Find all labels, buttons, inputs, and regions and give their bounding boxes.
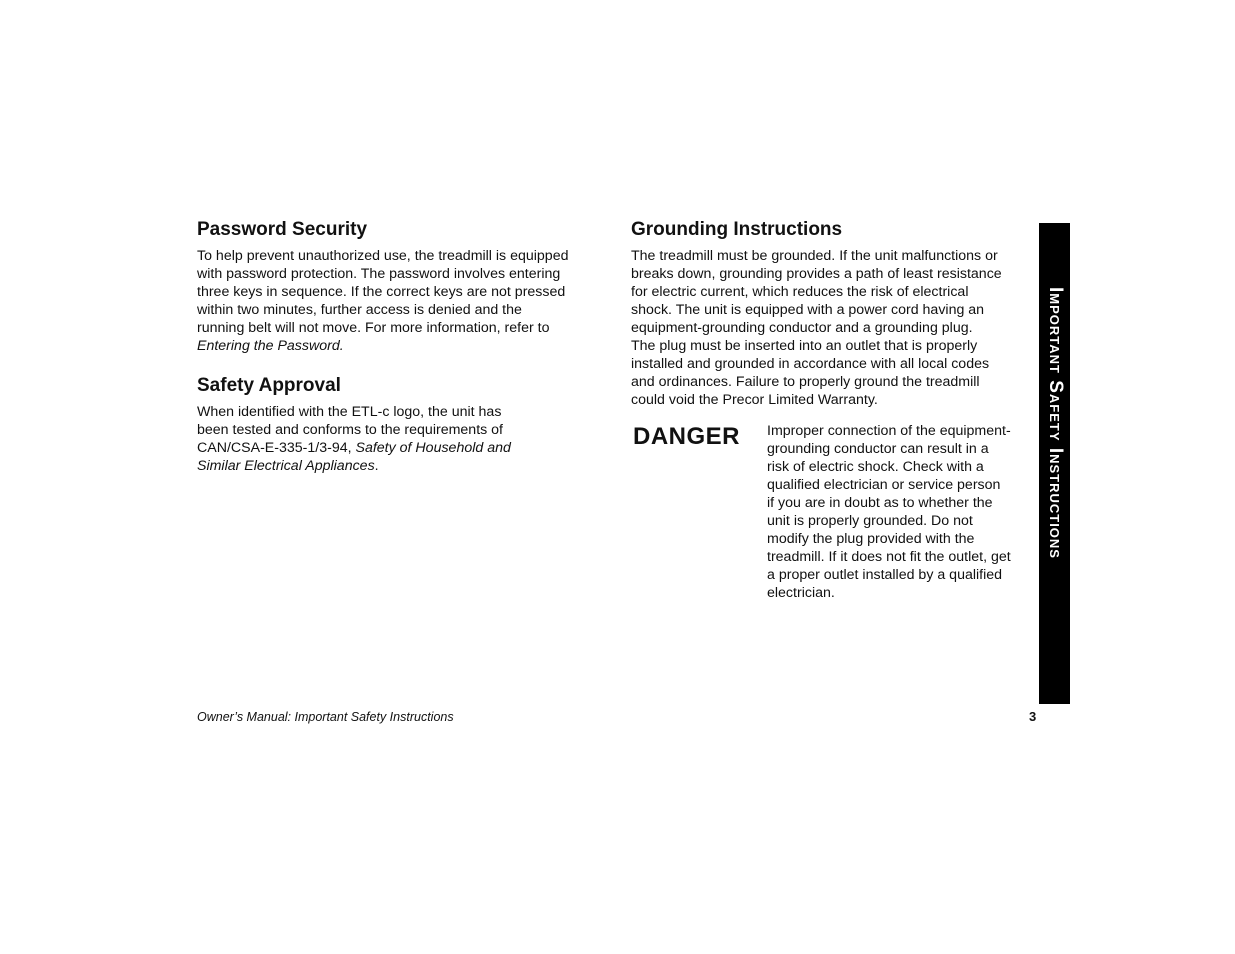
danger-line: Improper connection of the equipment- [767,423,1011,439]
password-security-heading: Password Security [197,219,368,240]
section-tab-label: Important Safety Instructions [1045,287,1066,559]
danger-line: electrician. [767,585,835,601]
grounding-line: installed and grounded in accordance with all local codes [631,356,990,372]
grounding-line: could void the Precor Limited Warranty. [631,392,878,408]
password-security-line: To help prevent unauthorized use, the treadmill is equipped [197,248,569,264]
danger-line: if you are in doubt as to whether the [767,495,993,511]
safety-approval-line: When identified with the ETL-c logo, the unit has [197,404,502,420]
grounding-line: The plug must be inserted into an outlet that is properly [631,338,978,354]
password-security-line: with password protection. The password involves entering [197,266,561,282]
danger-warning-text [767,422,1011,602]
standard-reference: CAN/CSA-E-335-1/3-94, [197,440,356,456]
grounding-line: shock. The unit is equipped with a power cord having an [631,302,985,318]
grounding-instructions-heading: Grounding Instructions [631,219,843,240]
danger-line: treadmill. If it does not fit the outlet, get [767,549,1011,565]
grounding-line: and ordinances. Failure to properly ground the treadmill [631,374,980,390]
password-security-line: three keys in sequence. If the correct keys are not pressed [197,284,566,300]
password-security-line: running belt will not move. For more information, refer to [197,320,550,336]
danger-line: unit is properly grounded. Do not [767,513,973,529]
grounding-line: for electric current, which reduces the risk of electrical [631,284,969,300]
footer-manual-title: Owner’s Manual: Important Safety Instructions [197,710,454,724]
password-security-text [197,247,568,355]
sentence-end: . [374,458,379,474]
page-number: 3 [1029,709,1037,724]
password-reference: Entering the Password. [197,338,344,354]
danger-line: risk of electric shock. Check with a [767,459,984,475]
danger-line: qualified electrician or service person [767,477,1001,493]
grounding-instructions-text [631,247,1002,409]
safety-approval-text [197,403,511,475]
standard-title-continued: Similar Electrical Appliances [197,458,375,474]
password-security-line: within two minutes, further access is denied and the [197,302,522,318]
standard-title: Safety of Household and [355,440,511,456]
danger-line: a proper outlet installed by a qualified [767,567,1003,583]
safety-approval-line: been tested and conforms to the requirements of [197,422,504,438]
safety-approval-heading: Safety Approval [197,375,341,396]
grounding-line: equipment-grounding conductor and a grounding plug. [631,320,973,336]
danger-line: grounding conductor can result in a [767,441,989,457]
danger-line: modify the plug provided with the [767,531,975,547]
grounding-line: The treadmill must be grounded. If the unit malfunctions or [631,248,998,264]
grounding-line: breaks down, grounding provides a path of least resistance [631,266,1002,282]
danger-label: DANGER [633,423,741,450]
